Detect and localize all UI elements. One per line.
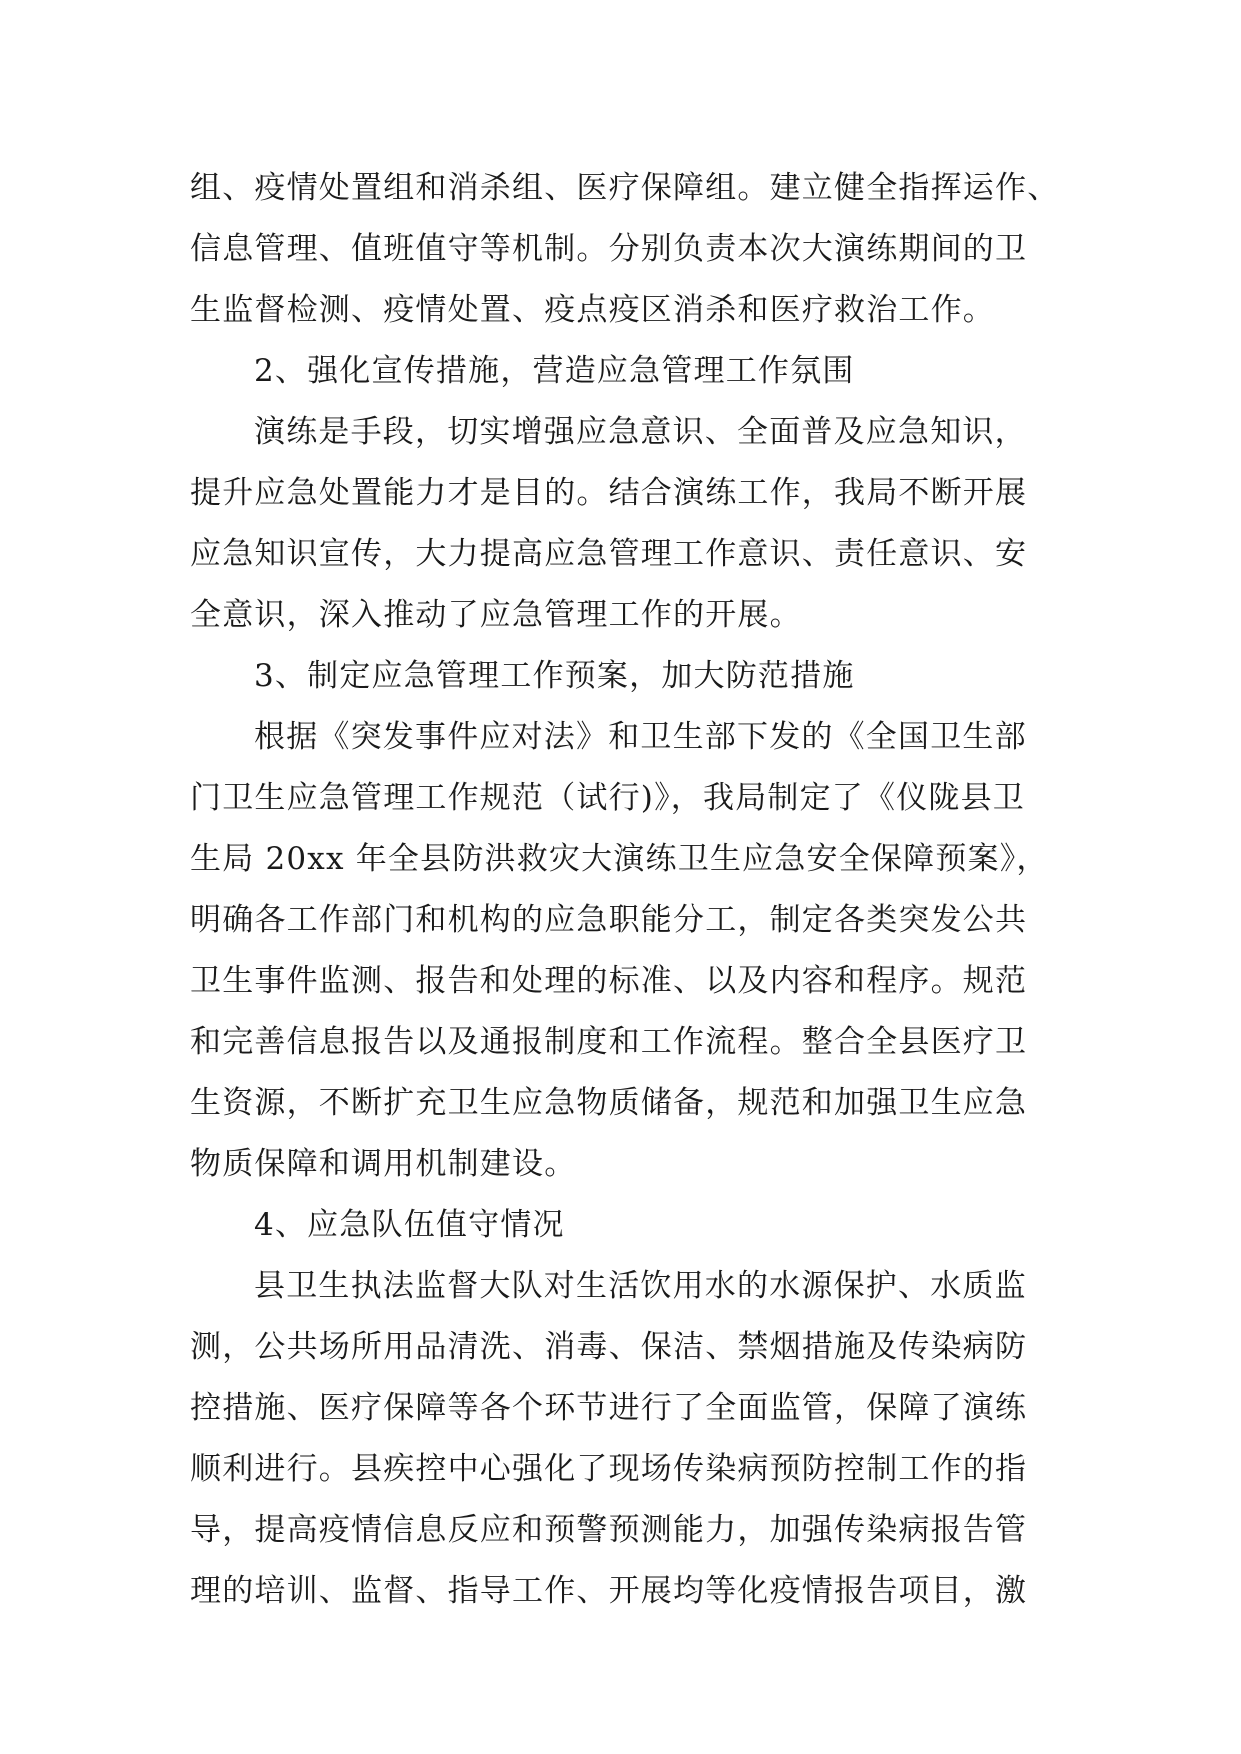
paragraph-first-line: 3、制定应急管理工作预案，加大防范措施 xyxy=(254,658,855,694)
text-line: 信息管理、值班值守等机制。分别负责本次大演练期间的卫 xyxy=(190,231,1028,267)
text-line: 控措施、医疗保障等各个环节进行了全面监管，保障了演练 xyxy=(190,1390,1028,1426)
text-line: 顺利进行。县疾控中心强化了现场传染病预防控制工作的指 xyxy=(190,1451,1028,1487)
paragraph-first-line: 县卫生执法监督大队对生活饮用水的水源保护、水质监 xyxy=(254,1268,1027,1304)
text-line: 明确各工作部门和机构的应急职能分工，制定各类突发公共 xyxy=(190,902,1028,938)
text-line: 门卫生应急管理工作规范（试行)》，我局制定了《仪陇县卫 xyxy=(190,780,1025,816)
text-line: 理的培训、监督、指导工作、开展均等化疫情报告项目，激 xyxy=(190,1573,1028,1609)
text-line: 生资源，不断扩充卫生应急物质储备，规范和加强卫生应急 xyxy=(190,1085,1028,1121)
text-line: 测，公共场所用品清洗、消毒、保洁、禁烟措施及传染病防 xyxy=(190,1329,1028,1365)
text-line: 全意识，深入推动了应急管理工作的开展。 xyxy=(190,597,802,633)
text-line: 提升应急处置能力才是目的。结合演练工作，我局不断开展 xyxy=(190,475,1028,511)
text-line: 生监督检测、疫情处置、疫点疫区消杀和医疗救治工作。 xyxy=(190,292,995,328)
text-line: 导，提高疫情信息反应和预警预测能力，加强传染病报告管 xyxy=(190,1512,1028,1548)
text-line: 和完善信息报告以及通报制度和工作流程。整合全县医疗卫 xyxy=(190,1024,1028,1060)
text-line: 生局 20xx 年全县防洪救灾大演练卫生应急安全保障预案》， xyxy=(190,841,1049,877)
text-line: 应急知识宣传，大力提高应急管理工作意识、责任意识、安 xyxy=(190,536,1028,572)
text-line: 卫生事件监测、报告和处理的标准、以及内容和程序。规范 xyxy=(190,963,1028,999)
text-line: 物质保障和调用机制建设。 xyxy=(190,1146,577,1182)
text-line: 组、疫情处置组和消杀组、医疗保障组。建立健全指挥运作、 xyxy=(190,170,1060,206)
document-body xyxy=(190,158,1062,1622)
paragraph-first-line: 4、应急队伍值守情况 xyxy=(254,1207,565,1243)
paragraph-first-line: 2、强化宣传措施，营造应急管理工作氛围 xyxy=(254,353,855,389)
paragraph-first-line: 根据《突发事件应对法》和卫生部下发的《全国卫生部 xyxy=(254,719,1027,755)
paragraph-first-line: 演练是手段，切实增强应急意识、全面普及应急知识， xyxy=(254,414,1027,450)
